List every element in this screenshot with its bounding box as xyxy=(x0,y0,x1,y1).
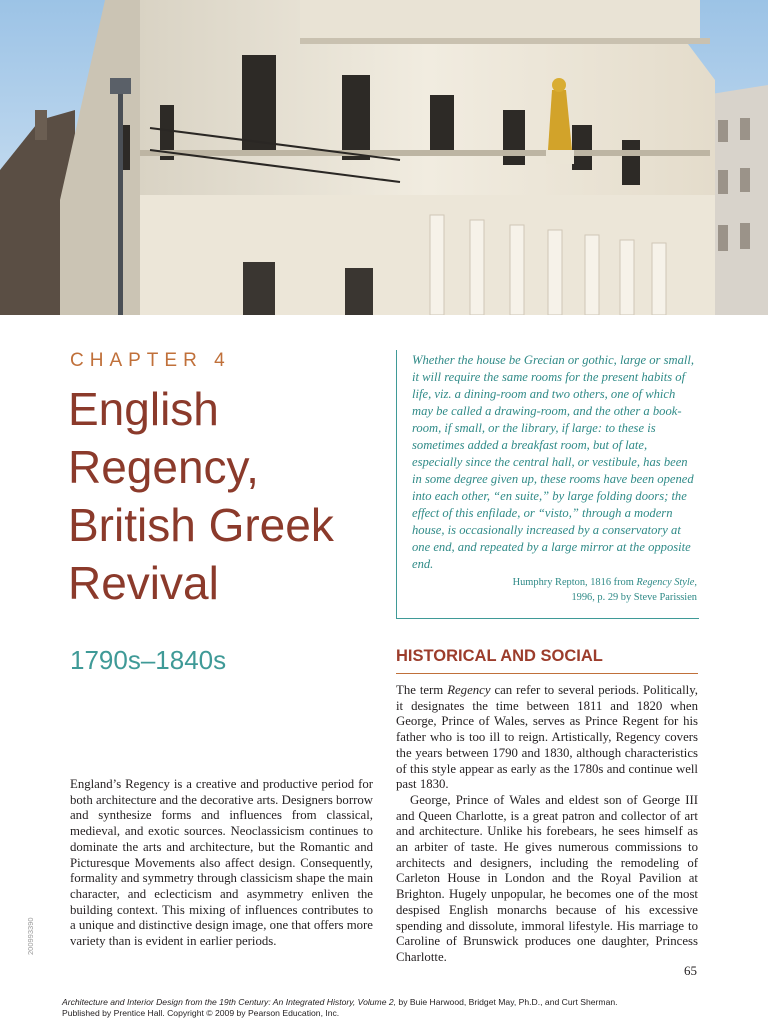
side-code: 200993390 xyxy=(26,917,35,955)
section-divider xyxy=(396,673,698,674)
p1-term: Regency xyxy=(447,683,491,697)
footer-book-title: Architecture and Interior Design from the 19th Century: An Integrated History, Volume 2, xyxy=(62,997,397,1007)
title-line: British Greek xyxy=(68,499,334,551)
title-line: Regency, xyxy=(68,441,259,493)
chapter-photo xyxy=(0,0,768,315)
attribution-book-title: Regency Style xyxy=(636,577,695,588)
paragraph-2: George, Prince of Wales and eldest son of George III and Queen Charlotte, is a great patron and collector of art and architecture. Unlike his forebears, he sees himself as an arbiter of taste. He gives numerous commissions to architects and designers, including the remodeling of Carleton House in London and the Royal Pavilion at Brighton. Hugely unpopular, he becomes one of the most despised English monarchs because of his excessive spending and dissolute, immoral lifestyle. His marriage to Caroline of Brunswick produces one daughter, Princess Charlotte. xyxy=(396,792,698,964)
historical-section-body xyxy=(396,683,698,966)
footer-citation xyxy=(62,997,742,1019)
chapter-label: CHAPTER 4 xyxy=(70,350,231,371)
intro-text: England’s Regency is a creative and productive period for both architecture and the decorative arts. Designers borrow and synthesize forms and influences from classical, medieval, and exotic sources. Neoclassicism continues to dominate the arts and architecture, but the Romantic and Picturesque Movements also affect design. Consequently, formality and symmetry through classicism shape the main character, and eclecticism and asymmetry enliven the building context. This mixing of influences contributes to a unique and distinctive design image, one that offers more variety than is evident in earlier periods. xyxy=(70,777,373,949)
title-line: Revival xyxy=(68,557,219,609)
attribution-citation: 1996, p. 29 by Steve Parissien xyxy=(571,592,697,603)
section-heading: HISTORICAL AND SOCIAL xyxy=(396,647,603,665)
title-line: English xyxy=(68,383,219,435)
footer-authors: by Buie Harwood, Bridget May, Ph.D., and Curt Sherman. xyxy=(396,997,618,1007)
footer-publisher: Published by Prentice Hall. Copyright © 2009 by Pearson Education, Inc. xyxy=(62,1008,340,1018)
chapter-dates: 1790s–1840s xyxy=(70,645,227,675)
epigraph-box xyxy=(396,350,699,619)
p1-start: The term xyxy=(396,683,448,697)
epigraph-attribution xyxy=(437,575,697,605)
page-number: 65 xyxy=(684,963,697,978)
p1-rest: can refer to several periods. Politically, it designates the time between 1811 and 1820 when George, Prince of Wales, serves as Prince Regent for his father who is too ill to reign. Artistically, Regency covers the years between 1790 and 1830, although characteristics of this style appear as early as the 1780s and continue well past 1830. xyxy=(396,683,698,792)
paragraph-1 xyxy=(396,683,698,793)
intro-paragraph xyxy=(70,777,373,950)
chapter-title xyxy=(68,380,388,612)
attribution-author: Humphry Repton, 1816 from xyxy=(512,577,637,588)
attribution-comma: , xyxy=(694,577,697,588)
epigraph-text: Whether the house be Grecian or gothic, large or small, it will require the same rooms for the present habits of life, viz. a dining-room and two others, one of which may be called a drawing-room, and the other a book-room, if small, or the library, if large: to these is sometimes added a breakfast room, but of late, especially since the central hall, or vestibule, has been in some degree given up, these rooms have been opened into each other, “en suite,” by large folding doors; the effect of this enfilade, or “visto,” through a modern house, is occasionally increased by a conservatory at one end, and repeated by a large mirror at the opposite end. xyxy=(412,353,695,571)
building-photo-illustration xyxy=(0,0,768,315)
